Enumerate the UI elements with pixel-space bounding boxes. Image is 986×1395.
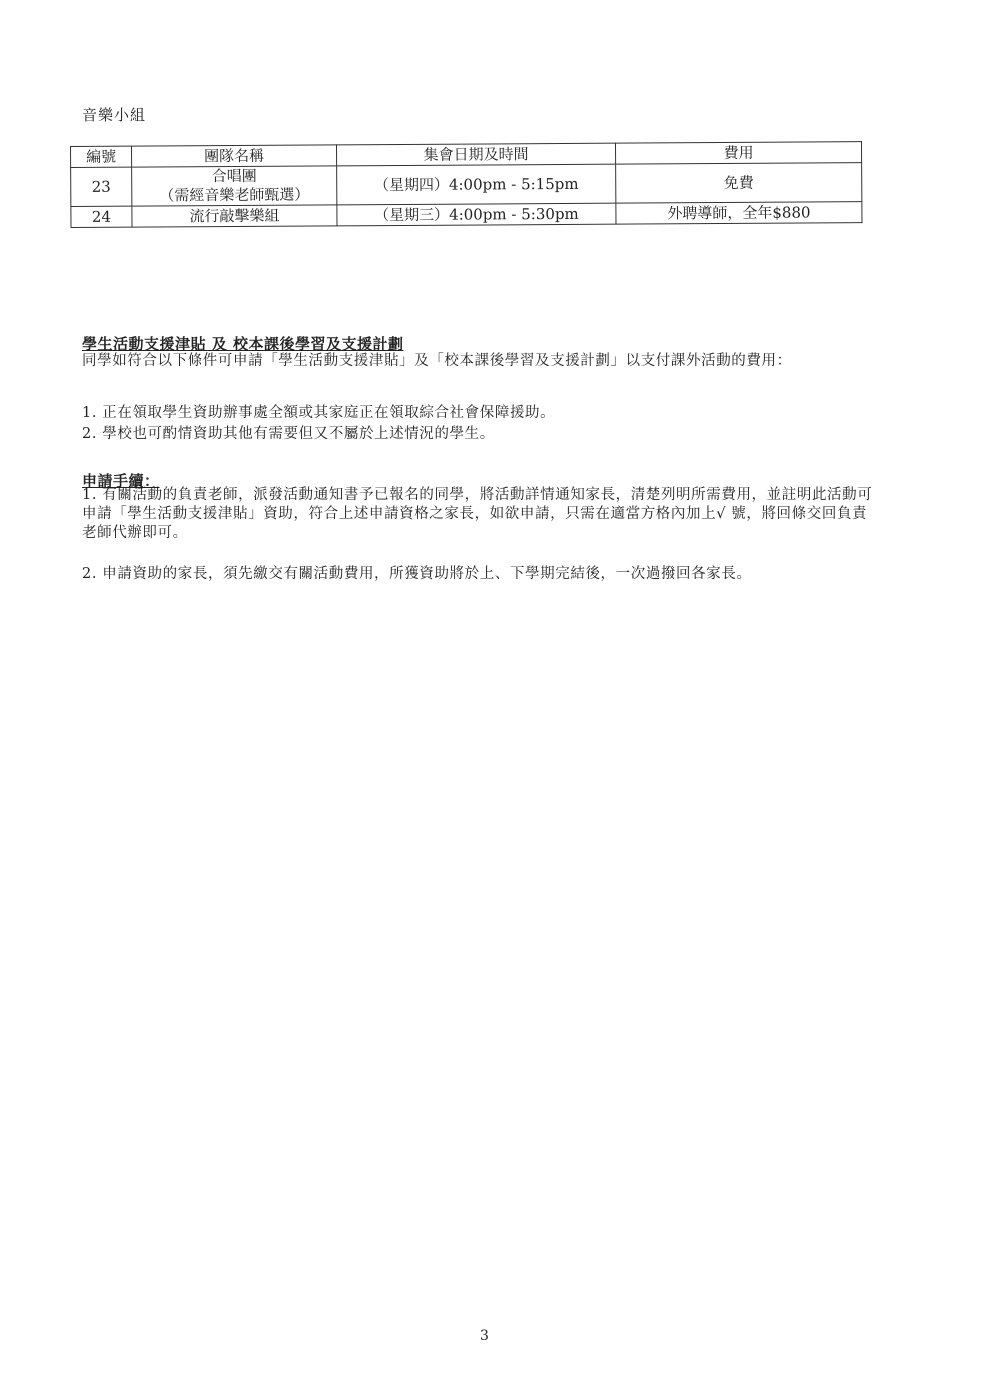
- section-title: 音樂小組: [82, 106, 147, 124]
- table-row: [71, 202, 862, 228]
- table-row: [71, 163, 862, 207]
- row-meeting-time: （星期三）4:00pm - 5:30pm: [337, 203, 616, 226]
- procedure-heading: 申請手續：: [82, 472, 160, 490]
- subsidy-heading: 學生活動支援津貼 及 校本課後學習及支援計劃: [82, 335, 404, 353]
- header-number: 編號: [71, 146, 132, 167]
- subsidy-condition-1: 1. 正在領取學生資助辦事處全額或其家庭正在領取綜合社會保障援助。: [82, 405, 556, 421]
- team-name-note: （需經音樂老師甄選）: [159, 185, 310, 205]
- subsidy-intro: 同學如符合以下條件可申請「學生活動支援津貼」及「校本課後學習及支援計劃」以支付課外活動的費用：: [82, 353, 792, 369]
- team-name-line: 合唱團: [211, 166, 257, 186]
- header-team-name: 團隊名稱: [132, 145, 337, 167]
- row-fee: 免費: [616, 163, 862, 204]
- header-meeting-time: 集會日期及時間: [336, 143, 615, 166]
- row-number: 23: [71, 167, 132, 206]
- row-team-name: 流行敲擊樂組: [132, 205, 337, 227]
- row-number: 24: [71, 206, 132, 227]
- header-fee: 費用: [615, 142, 861, 165]
- music-groups-table: [70, 141, 862, 228]
- procedure-step-1: 1. 有關活動的負責老師，派發活動通知書予已報名的同學，將活動詳情通知家長，清楚列明所需費用，並註明此活動可申請「學生活動支援津貼」資助，符合上述申請資格之家長，如欲申請，只需在適當方格內加上√ 號，將回條交回負責老師代辦即可。: [82, 487, 873, 541]
- row-meeting-time: （星期四）4:00pm - 5:15pm: [337, 164, 616, 205]
- row-fee: 外聘導師，全年$880: [616, 202, 862, 225]
- procedure-step-2: 2. 申請資助的家長，須先繳交有關活動費用，所獲資助將於上、下學期完結後，一次過撥回各家長。: [82, 566, 752, 582]
- subsidy-condition-2: 2. 學校也可酌情資助其他有需要但又不屬於上述情況的學生。: [82, 426, 495, 442]
- page-number: 3: [480, 1328, 489, 1344]
- row-team-name: [132, 166, 337, 206]
